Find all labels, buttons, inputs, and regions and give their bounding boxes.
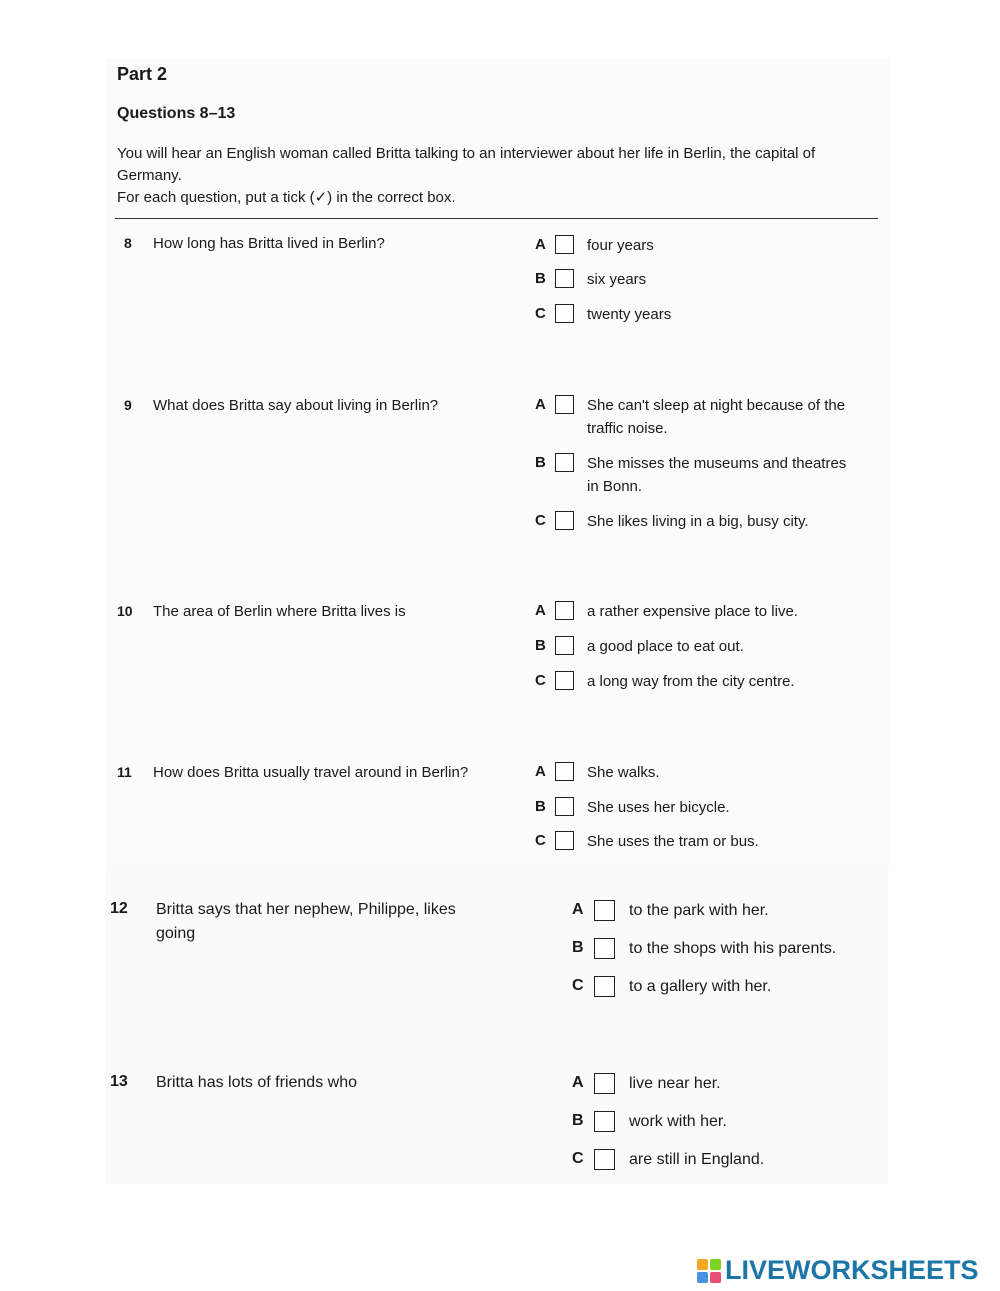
answer-checkbox[interactable] (555, 762, 574, 781)
option-c (535, 510, 877, 533)
option-a (535, 761, 877, 784)
answer-checkbox[interactable] (555, 235, 574, 254)
question-number: 8 (124, 235, 132, 251)
answer-checkbox[interactable] (594, 900, 615, 921)
option-text: a long way from the city centre. (587, 673, 795, 690)
option-text: She misses the museums and theatres in Bonn. (587, 455, 847, 495)
option-text: to a gallery with her. (629, 978, 772, 995)
option-letter: B (572, 1112, 584, 1129)
logo-tile (697, 1259, 708, 1270)
option-letter: B (535, 637, 546, 654)
option-text: She uses the tram or bus. (587, 833, 759, 850)
answer-checkbox[interactable] (555, 797, 574, 816)
answer-checkbox[interactable] (555, 671, 574, 690)
answer-checkbox[interactable] (594, 1073, 615, 1094)
option-c (535, 670, 877, 693)
option-letter: B (572, 939, 584, 956)
option-text: She uses her bicycle. (587, 799, 730, 816)
intro-text: You will hear an English woman called Britta talking to an interviewer about her life in Berlin, the capital of Germany. (117, 145, 816, 184)
option-letter: C (572, 1150, 584, 1167)
option-c (535, 303, 867, 326)
option-letter: B (535, 270, 546, 287)
questions-range: Questions 8–13 (117, 105, 236, 122)
option-b (535, 268, 867, 291)
question-text: The area of Berlin where Britta lives is (153, 603, 406, 620)
option-text: She walks. (587, 764, 660, 781)
answer-checkbox[interactable] (555, 831, 574, 850)
question-text: How long has Britta lived in Berlin? (153, 235, 385, 252)
option-a (535, 394, 877, 440)
option-b (535, 452, 847, 498)
option-c (572, 975, 889, 998)
option-text: four years (587, 237, 654, 254)
question-number: 9 (124, 397, 132, 413)
answer-checkbox[interactable] (555, 304, 574, 323)
option-letter: B (535, 454, 546, 471)
option-text: are still in England. (629, 1151, 765, 1168)
answer-checkbox[interactable] (555, 601, 574, 620)
option-b (572, 1110, 889, 1133)
answer-checkbox[interactable] (594, 976, 615, 997)
option-text: She can't sleep at night because of the traffic noise. (587, 397, 846, 437)
question-text: How does Britta usually travel around in Berlin? (153, 764, 469, 781)
answer-checkbox[interactable] (594, 938, 615, 959)
answer-checkbox[interactable] (555, 395, 574, 414)
option-a (572, 1072, 889, 1095)
option-text: live near her. (629, 1075, 721, 1092)
question-text: What does Britta say about living in Berlin? (153, 397, 439, 414)
logo-tile (710, 1259, 721, 1270)
option-text: work with her. (629, 1113, 727, 1130)
option-letter: B (535, 798, 546, 815)
question-number: 11 (117, 764, 132, 780)
answer-checkbox[interactable] (594, 1149, 615, 1170)
option-text: a rather expensive place to live. (587, 603, 798, 620)
option-text: to the park with her. (629, 902, 769, 919)
option-text: to the shops with his parents. (629, 940, 837, 957)
question-text: Britta says that her nephew, Philippe, likes going (156, 901, 456, 942)
answer-checkbox[interactable] (555, 453, 574, 472)
option-text: She likes living in a big, busy city. (587, 513, 809, 530)
option-letter: A (572, 901, 584, 918)
question-number: 10 (117, 603, 133, 619)
option-text: a good place to eat out. (587, 638, 744, 655)
option-letter: C (535, 672, 546, 689)
option-b (572, 937, 889, 960)
option-letter: A (535, 236, 546, 253)
option-letter: C (572, 977, 584, 994)
option-b (535, 796, 877, 819)
option-letter: C (535, 512, 546, 529)
part-title: Part 2 (117, 64, 168, 84)
option-letter: A (572, 1074, 584, 1091)
option-text: six years (587, 271, 647, 288)
logo-text: LIVEWORKSHEETS (725, 1255, 979, 1285)
option-c (535, 830, 877, 853)
question-number: 12 (110, 900, 128, 917)
option-letter: C (535, 305, 546, 322)
answer-checkbox[interactable] (594, 1111, 615, 1132)
instruction-text: For each question, put a tick (✓) in the correct box. (117, 189, 456, 206)
option-letter: A (535, 396, 546, 413)
liveworksheets-logo-icon (697, 1259, 721, 1283)
option-letter: A (535, 602, 546, 619)
option-text: twenty years (587, 306, 672, 323)
question-number: 13 (110, 1073, 128, 1090)
option-a (535, 600, 877, 623)
option-c (572, 1148, 889, 1171)
question-text: Britta has lots of friends who (156, 1074, 357, 1091)
option-letter: A (535, 763, 546, 780)
logo-tile (697, 1272, 708, 1283)
header-divider (115, 218, 878, 219)
option-b (535, 635, 877, 658)
option-a (572, 899, 889, 922)
answer-checkbox[interactable] (555, 636, 574, 655)
option-a (535, 234, 867, 257)
answer-checkbox[interactable] (555, 511, 574, 530)
option-letter: C (535, 832, 546, 849)
liveworksheets-logo[interactable] (697, 1255, 979, 1286)
answer-checkbox[interactable] (555, 269, 574, 288)
logo-tile (710, 1272, 721, 1283)
